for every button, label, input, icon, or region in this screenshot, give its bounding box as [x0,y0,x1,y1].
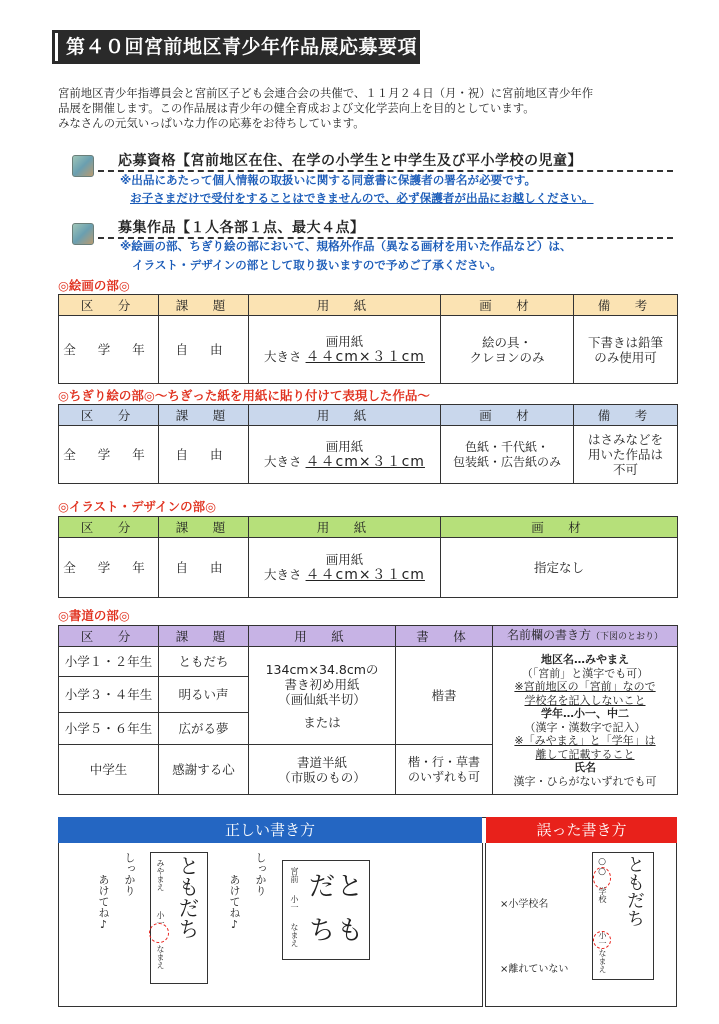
theme-cell: 自 由 [159,426,249,484]
works-note: ※絵画の部、ちぎり絵の部において、規格外作品（異なる画材を用いた作品など）は、 [120,239,572,253]
intro-line: 品展を開催します。この作品展は青少年の健全育成および文化学芸向上を目的としています。 [58,101,535,115]
eligibility-note-underlined: お子さまだけで受付をすることはできませんので、必ず保護者が出品にお越しください。 [130,191,594,205]
paper-size-prefix: 大きさ [264,567,302,582]
chigiri-row [59,426,678,484]
chigiri-header-row [59,405,678,426]
calligraphy-row [59,647,678,677]
name-rule: ※「みやまえ」と「学年」は [514,734,656,747]
painting-row [59,316,678,384]
poem-line: しっかり [123,852,136,896]
sample-area-name: みやまえ [156,859,165,891]
sample-big-text: ともだち [624,855,645,927]
works-heading-text: 募集作品【１人各部１点、最大４点】 [118,220,365,236]
grade-cell: 全 学 年 [59,426,159,484]
eligibility-heading-text: 応募資格【宮前地区在住、在学の小学生と中学生及び平小学校の児童】 [118,153,582,169]
paper-size-value: ４４cm×３１cm [305,349,425,365]
book-icon [72,155,94,177]
paper-cell [249,316,441,384]
paper-size-value: ４４cm×３１cm [305,454,425,470]
sample-area-name: 宮前 [290,867,299,883]
header-cell: 書 体 [396,626,493,647]
poem-line: あけてね♪ [97,874,110,931]
sample-grade: 小一 [156,911,165,927]
illust-section-label: ◎イラスト・デザインの部◎ [58,499,217,514]
divider [482,843,486,1007]
page-title: 第４０回宮前地区青少年作品展応募要項 [52,30,420,64]
grade-cell: 小学３・４年生 [59,677,159,713]
paper-size [249,567,440,583]
paper-size-prefix: 大きさ [264,454,302,469]
name-rule: 氏名 [574,761,596,774]
header-cell: 画 材 [441,295,574,316]
header-cell: 区 分 [59,405,159,426]
header-cell: 用 紙 [249,517,441,538]
sample-sheet-correct-2 [282,860,370,960]
wrong-note-spacing: ×離れていない [500,964,569,975]
calligraphy-header-row [59,626,678,647]
paper-type: 画用紙 [325,552,364,567]
name-rules-cell [493,647,678,795]
intro-line: 宮前地区青少年指導員会と宮前区子ども会連合会の共催で、１１月２４日（月・祝）に宮前地区青少年作 [58,86,594,100]
header-cell: 用 紙 [249,626,396,647]
material-cell: 絵の具・ クレヨンのみ [441,316,574,384]
theme-cell: 自 由 [159,316,249,384]
sample-school: 学校 [598,887,607,903]
works-note: イラスト・デザインの部として取り扱いますので予めご了承ください。 [132,258,502,272]
paper-cell [249,538,441,598]
painting-section-label: ◎絵画の部◎ [58,278,130,293]
paper-type: 画用紙 [325,439,364,454]
poem-line: しっかり [254,852,267,896]
header-cell: 課 題 [159,405,249,426]
sample-sheet-correct-1 [150,852,208,984]
sample-area-name: ○○ [597,857,607,877]
paper-size [249,454,440,470]
name-header-text: 名前欄の書き方 [506,627,591,642]
highlight-circle [593,867,611,889]
wrong-title: 誤った書き方 [486,817,677,843]
sample-grade: 小一 [290,895,299,911]
wrong-note-school: ×小学校名 [500,899,549,910]
header-cell: 用 紙 [249,295,441,316]
grade-cell: 小学１・２年生 [59,647,159,677]
sample-name: なまえ [598,949,607,973]
header-cell: 備 考 [574,295,678,316]
intro-line: みなさんの元気いっぱいな力作の応募をお待ちしています。 [58,116,365,130]
name-rule: ※宮前地区の「宮前」なので [514,680,656,693]
grade-cell: 全 学 年 [59,316,159,384]
calligraphy-section-label: ◎書道の部◎ [58,608,130,623]
material-cell: 色紙・千代紙・ 包装紙・広告紙のみ [441,426,574,484]
works-heading [98,217,673,239]
name-rule: 漢字・ひらがないずれでも可 [513,774,657,788]
header-cell: 区 分 [59,626,159,647]
paper-cell: 書道半紙 （市販のもの） [249,745,396,795]
header-cell: 備 考 [574,405,678,426]
name-rule: （漢字・漢数字で記入） [524,720,646,734]
book-icon [72,223,94,245]
name-rule: （「宮前」と漢字でも可） [521,666,649,680]
painting-header-row [59,295,678,316]
chigiri-section-label: ◎ちぎり絵の部◎～ちぎった紙を用紙に貼り付けて表現した作品～ [58,388,430,403]
highlight-circle [149,923,169,943]
chigiri-table [58,404,678,484]
eligibility-heading [98,150,673,172]
calligraphy-table [58,625,678,795]
grade-cell: 全 学 年 [59,538,159,598]
header-cell: 画 材 [441,405,574,426]
sample-name: なまえ [290,923,299,947]
sample-name: なまえ [156,945,165,969]
intro-text [58,86,698,131]
correct-title: 正しい書き方 [58,817,482,843]
theme-cell: 広がる夢 [159,713,249,745]
sample-sheet-wrong [592,852,654,980]
header-cell: 課 題 [159,517,249,538]
illust-row [59,538,678,598]
paper-type: 画用紙 [325,334,364,349]
illust-table [58,516,678,598]
paper-cell [249,426,441,484]
poem-sample [95,852,145,982]
paper-cell [249,647,396,745]
material-cell: 指定なし [441,538,678,598]
header-cell: 区 分 [59,295,159,316]
eligibility-note: ※出品にあたって個人情報の取扱いに関する同意書に保護者の署名が必要です。 [120,173,537,187]
paper-or: または [303,714,341,730]
sample-big-text: ともだち [176,855,200,939]
style-cell: 楷書 [396,647,493,745]
name-header-note: （下図のとおり） [591,631,664,642]
header-cell: 課 題 [159,626,249,647]
poem-line: あけてね♪ [228,874,241,931]
remarks-cell: はさみなどを 用いた作品は 不可 [574,426,678,484]
style-cell: 楷・行・草書 のいずれも可 [396,745,493,795]
grade-cell: 小学５・６年生 [59,713,159,745]
painting-table [58,294,678,384]
theme-cell: 感謝する心 [159,745,249,795]
paper-size-value: ４４cm×３１cm [305,567,425,583]
header-cell: 用 紙 [249,405,441,426]
name-rule: 学年…小一、中二 [541,707,629,720]
remarks-cell: 下書きは鉛筆 のみ使用可 [574,316,678,384]
theme-cell: 明るい声 [159,677,249,713]
header-cell: 課 題 [159,295,249,316]
name-rule: 学校名を記入しないこと [524,693,646,707]
paper-size-prefix: 大きさ [264,349,302,364]
theme-cell: 自 由 [159,538,249,598]
illust-header-row [59,517,678,538]
name-rule: 地区名…みやまえ [541,653,629,666]
grade-cell: 中学生 [59,745,159,795]
highlight-circle [593,931,611,949]
paper-size [249,349,440,365]
header-cell: 区 分 [59,517,159,538]
name-rule: 離して記載すること [535,747,635,761]
header-cell [493,626,678,647]
paper-option: 134cm×34.8cmの 書き初め用紙 （画仙紙半切） [265,661,379,707]
theme-cell: ともだち [159,647,249,677]
poem-sample [226,852,276,982]
sample-grade: 小一 [598,931,607,947]
header-cell: 画 材 [441,517,678,538]
sample-big-text: だと ちも [309,872,366,946]
